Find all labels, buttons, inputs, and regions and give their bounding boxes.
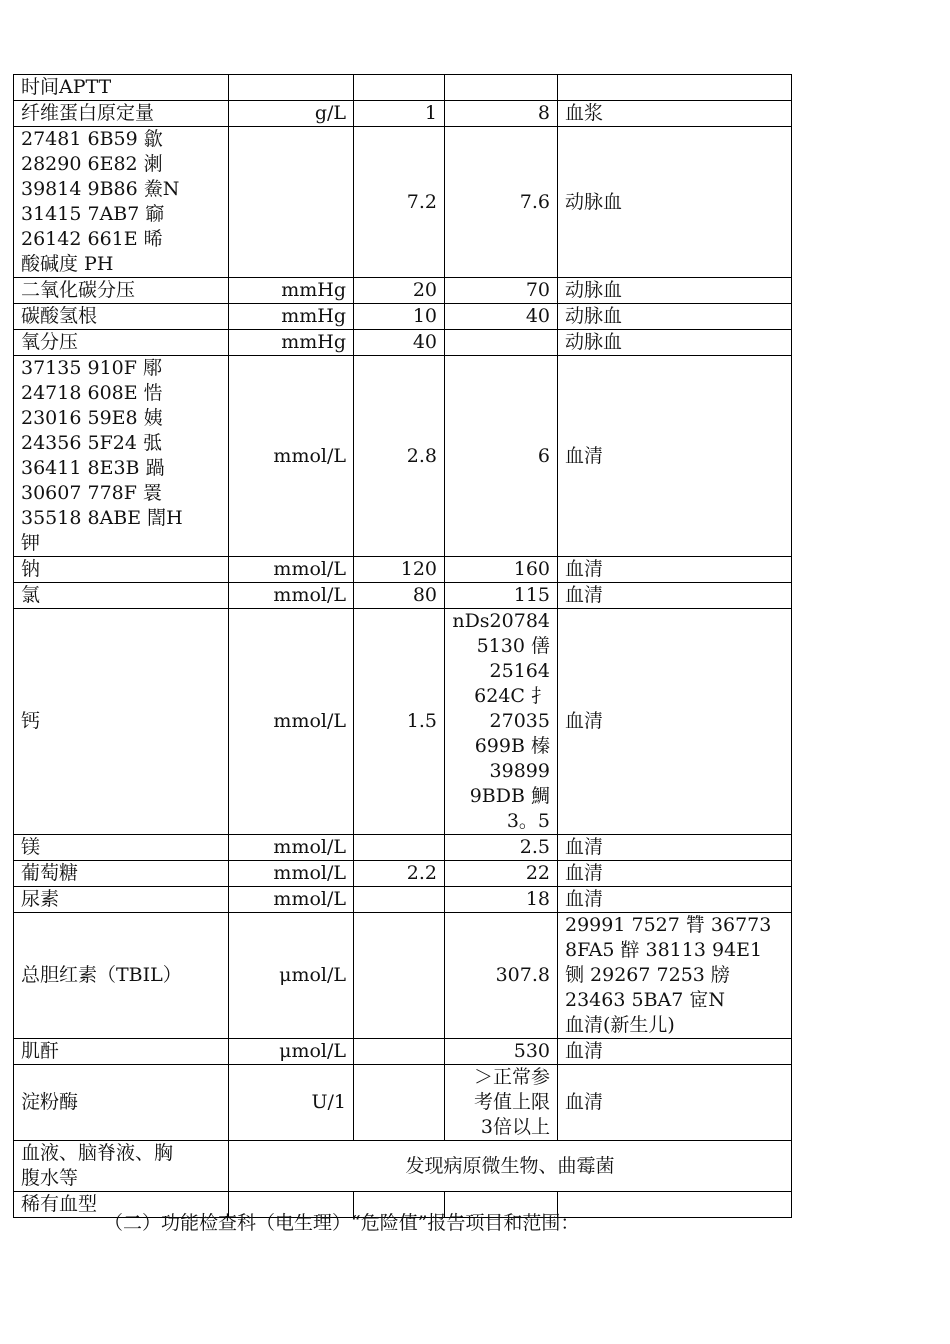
section-heading: （二）功能检查科（电生理）“危险值”报告项目和范围： [104,1212,580,1234]
cell-specimen: 血浆 [558,101,792,127]
cell-lower-limit: 2.8 [354,356,445,557]
table-row [14,557,792,583]
cell-unit: g/L [229,101,354,127]
table-row [14,304,792,330]
cell-specimen: 血清 [558,861,792,887]
cell-unit: mmHg [229,330,354,356]
cell-upper-limit [445,330,558,356]
cell-item-name: 27481 6B59 歙 28290 6E82 溂 39814 9B86 鮝N 31415 7AB7 窷 26142 661E 晞 酸碱度 PH [14,127,229,278]
cell-specimen: 动脉血 [558,304,792,330]
cell-lower-limit: 1.5 [354,609,445,835]
cell-unit: mmHg [229,278,354,304]
cell-lower-limit: 7.2 [354,127,445,278]
table-row [14,913,792,1039]
cell-specimen [558,1192,792,1218]
table-row [14,127,792,278]
cell-item-name: 氯 [14,583,229,609]
cell-specimen: 29991 7527 甧 36773 8FA5 辥 38113 94E1 铡 29267 7253 牓 23463 5BA7 宧N 血清(新生儿) [558,913,792,1039]
table-row [14,356,792,557]
cell-lower-limit: 80 [354,583,445,609]
cell-item-name: 尿素 [14,887,229,913]
table-row [14,1065,792,1141]
table-row [14,330,792,356]
cell-merged-note: 发现病原微生物、曲霉菌 [229,1141,792,1192]
cell-upper-limit: 115 [445,583,558,609]
cell-unit [229,75,354,101]
cell-lower-limit: 2.2 [354,861,445,887]
cell-upper-limit: 70 [445,278,558,304]
table-row [14,1039,792,1065]
cell-upper-limit: 18 [445,887,558,913]
cell-lower-limit [354,887,445,913]
cell-specimen: 血清 [558,609,792,835]
cell-specimen: 血清 [558,1065,792,1141]
cell-item-name: 稀有血型 [14,1192,229,1218]
cell-specimen [558,75,792,101]
cell-item-name: 钙 [14,609,229,835]
table-row [14,101,792,127]
cell-item-name: 血液、脑脊液、胸 腹水等 [14,1141,229,1192]
table-body [14,75,792,1218]
cell-specimen: 血清 [558,557,792,583]
cell-lower-limit [354,1065,445,1141]
cell-specimen: 血清 [558,835,792,861]
cell-unit: mmol/L [229,583,354,609]
cell-upper-limit: 7.6 [445,127,558,278]
cell-lower-limit: 1 [354,101,445,127]
cell-unit: U/1 [229,1065,354,1141]
cell-lower-limit [354,835,445,861]
cell-item-name: 镁 [14,835,229,861]
cell-upper-limit: 160 [445,557,558,583]
cell-item-name: 葡萄糖 [14,861,229,887]
cell-unit: mmol/L [229,609,354,835]
cell-unit: mmol/L [229,835,354,861]
cell-specimen: 血清 [558,356,792,557]
cell-upper-limit: ＞正常参 考值上限 3倍以上 [445,1065,558,1141]
cell-item-name: 氧分压 [14,330,229,356]
cell-upper-limit: 2.5 [445,835,558,861]
cell-item-name: 碳酸氢根 [14,304,229,330]
cell-specimen: 动脉血 [558,127,792,278]
table-row [14,1141,792,1192]
cell-specimen: 动脉血 [558,278,792,304]
cell-item-name: 时间APTT [14,75,229,101]
table-row [14,609,792,835]
table-row [14,887,792,913]
cell-specimen: 血清 [558,1039,792,1065]
cell-item-name: 淀粉酶 [14,1065,229,1141]
critical-value-table [13,74,792,1218]
cell-unit: mmol/L [229,356,354,557]
cell-item-name: 钠 [14,557,229,583]
cell-unit: μmol/L [229,1039,354,1065]
cell-lower-limit: 40 [354,330,445,356]
table-row [14,835,792,861]
cell-upper-limit: 307.8 [445,913,558,1039]
table-row [14,861,792,887]
cell-upper-limit: 8 [445,101,558,127]
cell-upper-limit: nDs20784 5130 僐 25164 624C 扌 27035 699B 榛 39899 9BDB 鯛 3。5 [445,609,558,835]
cell-unit: mmol/L [229,887,354,913]
cell-unit [229,127,354,278]
table-row [14,583,792,609]
cell-unit: mmol/L [229,557,354,583]
cell-specimen: 血清 [558,583,792,609]
cell-upper-limit: 530 [445,1039,558,1065]
cell-lower-limit [354,1039,445,1065]
cell-item-name: 总胆红素（TBIL） [14,913,229,1039]
cell-lower-limit: 20 [354,278,445,304]
cell-lower-limit [354,913,445,1039]
cell-lower-limit [354,75,445,101]
cell-item-name: 纤维蛋白原定量 [14,101,229,127]
cell-item-name: 二氧化碳分压 [14,278,229,304]
cell-specimen: 血清 [558,887,792,913]
cell-lower-limit: 10 [354,304,445,330]
cell-unit: mmol/L [229,861,354,887]
cell-upper-limit [445,75,558,101]
cell-upper-limit: 40 [445,304,558,330]
cell-specimen: 动脉血 [558,330,792,356]
cell-upper-limit: 22 [445,861,558,887]
cell-item-name: 肌酐 [14,1039,229,1065]
cell-unit: mmHg [229,304,354,330]
cell-lower-limit: 120 [354,557,445,583]
cell-item-name: 37135 910F 鄏 24718 608E 悎 23016 59E8 姨 24356 5F24 弤 36411 8E3B 踻 30607 778F 瞏 35518 8ABE 誾H 钾 [14,356,229,557]
table-row [14,75,792,101]
table-row [14,278,792,304]
cell-unit: μmol/L [229,913,354,1039]
cell-upper-limit: 6 [445,356,558,557]
